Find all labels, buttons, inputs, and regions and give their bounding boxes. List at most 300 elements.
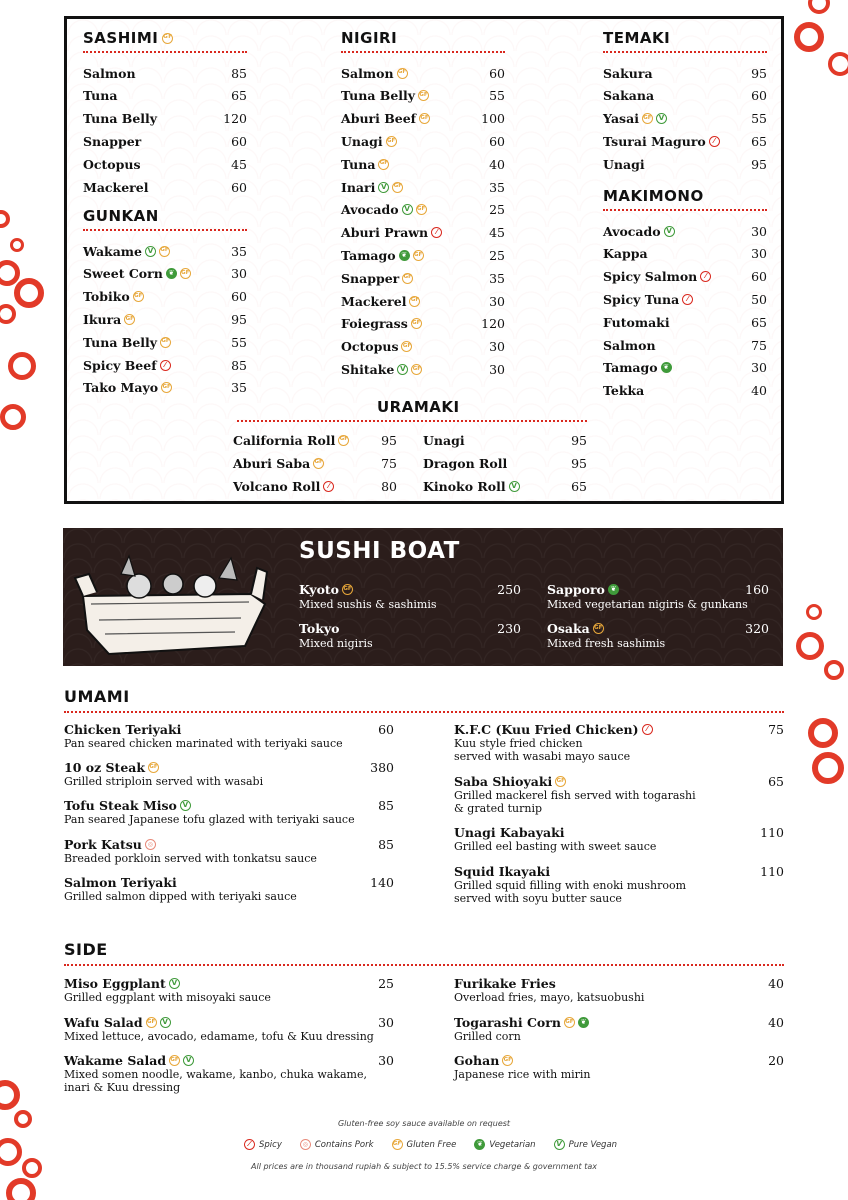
legend-label: Pure Vegan: [568, 1139, 618, 1150]
menu-item-name-text: Futomaki: [603, 314, 670, 330]
sashimi-title: [83, 29, 173, 47]
menu-item: [83, 332, 247, 352]
menu-item-price: 35: [231, 380, 247, 396]
menu-item-name-text: Tamago: [341, 247, 396, 263]
menu-item-name-text: Dragon Roll: [423, 455, 508, 471]
menu-item-price: 30: [489, 361, 505, 377]
dish-price: 60: [378, 722, 394, 737]
menu-item-price: 75: [751, 337, 767, 353]
legend-item: [244, 1139, 282, 1150]
dish-header: [64, 722, 394, 737]
menu-item: [233, 430, 397, 450]
dish-price: 30: [378, 1053, 394, 1068]
menu-item-name-text: Sweet Corn: [83, 266, 163, 282]
menu-item: [341, 314, 505, 334]
menu-item-name-text: Yasai: [603, 111, 639, 127]
menu-item: [83, 154, 247, 174]
menu-item: [341, 245, 505, 265]
menu-item-name-text: Foiegrass: [341, 316, 408, 332]
dish-name: [64, 976, 180, 991]
menu-item-name: [603, 88, 654, 103]
vegan-icon: V: [378, 182, 389, 193]
menu-item: [341, 268, 505, 288]
dish-price: 380: [370, 760, 394, 775]
menu-item-name-text: Kappa: [603, 246, 648, 262]
dish-name-text: 10 oz Steak: [64, 760, 146, 775]
dish-item: [64, 798, 394, 826]
menu-item-price: 25: [489, 202, 505, 218]
spicy-icon: ⁄: [244, 1139, 255, 1150]
menu-item-price: 30: [751, 360, 767, 376]
sushi-boat-illustration: [69, 534, 269, 662]
gluten-free-icon: GF: [342, 584, 353, 595]
menu-item-name-text: Volcano Roll: [233, 478, 321, 494]
sushi-boat-item-name-text: Sapporo: [547, 582, 605, 597]
dish-description: Pan seared chicken marinated with teriyaki sauce: [64, 737, 343, 750]
sushi-boat-item-name: [299, 621, 339, 636]
vegetarian-icon: ❦: [474, 1139, 485, 1150]
dish-item: [454, 1015, 784, 1043]
menu-item: [341, 109, 505, 129]
menu-item-price: 45: [231, 156, 247, 172]
menu-item-name-text: Inari: [341, 179, 376, 195]
gluten-free-icon: GF: [392, 1139, 403, 1150]
contains-pork-icon: ◎: [145, 839, 156, 850]
menu-item: [341, 223, 505, 243]
menu-item-price: 60: [751, 269, 767, 285]
menu-item-price: 55: [751, 111, 767, 127]
menu-item-price: 60: [231, 289, 247, 305]
menu-item: [83, 378, 247, 398]
menu-item-price: 35: [231, 243, 247, 259]
umami-title: UMAMI: [64, 687, 130, 706]
dish-header: [454, 976, 784, 991]
uramaki-title: URAMAKI: [377, 398, 460, 416]
menu-item: [603, 109, 767, 129]
menu-item-name: [603, 360, 672, 375]
vegetarian-icon: ❦: [661, 362, 672, 373]
menu-item-price: 120: [481, 316, 505, 332]
dish-header: [64, 875, 394, 890]
menu-item: [603, 154, 767, 174]
menu-item-name: [603, 269, 711, 284]
menu-item-name-text: Snapper: [83, 133, 142, 149]
gluten-free-icon: GF: [162, 33, 173, 44]
dish-price: 20: [768, 1053, 784, 1068]
dish-name-text: Tofu Steak Miso: [64, 798, 177, 813]
gluten-free-icon: GF: [180, 268, 191, 279]
menu-item-price: 40: [489, 156, 505, 172]
sushi-boat-item-header: [299, 582, 521, 597]
menu-item-name: [83, 111, 157, 126]
dish-item: [454, 825, 784, 853]
dish-name: [64, 722, 181, 737]
menu-item-price: 65: [231, 88, 247, 104]
menu-item-price: 30: [751, 246, 767, 262]
ring-decoration: [824, 660, 844, 680]
gluten-free-icon: GF: [555, 776, 566, 787]
dish-name: [454, 1053, 513, 1068]
vegetarian-icon: ❦: [399, 250, 410, 261]
dish-name: [64, 1015, 171, 1030]
ring-decoration: [828, 52, 848, 76]
menu-item: [83, 109, 247, 129]
spicy-icon: ⁄: [709, 136, 720, 147]
section-divider: [341, 51, 505, 53]
menu-item-name-text: Tekka: [603, 383, 645, 399]
dish-item: [454, 976, 784, 1004]
menu-item: [83, 355, 247, 375]
menu-item-name-text: Shitake: [341, 361, 395, 377]
menu-item: [603, 131, 767, 151]
dish-description: Grilled eggplant with misoyaki sauce: [64, 991, 271, 1004]
menu-item: [233, 476, 397, 496]
menu-item-name-text: Wakame: [83, 243, 142, 259]
menu-item-name: [341, 88, 429, 103]
menu-item-name: [341, 157, 389, 172]
menu-item-name-text: Avocado: [603, 223, 661, 239]
gluten-free-icon: GF: [338, 435, 349, 446]
menu-item-name: [83, 180, 148, 195]
sushi-boat-item-header: [547, 621, 769, 636]
sushi-boat-item-price: 230: [497, 621, 521, 636]
dish-item: [454, 864, 784, 905]
menu-item: [341, 200, 505, 220]
menu-item-name: [423, 433, 465, 448]
dish-name-text: Gohan: [454, 1053, 500, 1068]
menu-item: [341, 154, 505, 174]
spicy-icon: ⁄: [642, 724, 653, 735]
dish-description: Overload fries, mayo, katsuobushi: [454, 991, 645, 1004]
menu-item-name: [603, 383, 644, 398]
menu-item-price: 100: [481, 111, 505, 127]
gluten-free-icon: GF: [169, 1055, 180, 1066]
menu-item-name: [603, 66, 653, 81]
menu-item-name: [603, 338, 656, 353]
menu-item-price: 85: [231, 357, 247, 373]
vegetarian-icon: ❦: [578, 1017, 589, 1028]
menu-item-price: 95: [751, 156, 767, 172]
sushi-boat-item-price: 250: [497, 582, 521, 597]
ring-decoration: [0, 304, 16, 324]
ring-decoration: [10, 238, 24, 252]
dish-description: Grilled eel basting with sweet sauce: [454, 840, 657, 853]
dish-price: 85: [378, 798, 394, 813]
gluten-free-icon: GF: [124, 314, 135, 325]
menu-item: [603, 63, 767, 83]
spicy-icon: ⁄: [323, 481, 334, 492]
menu-item: [423, 430, 587, 450]
sushi-boat-item-header: [299, 621, 521, 636]
dish-header: [454, 864, 784, 879]
dish-name-text: Togarashi Corn: [454, 1015, 561, 1030]
menu-item-price: 30: [489, 339, 505, 355]
gluten-free-icon: GF: [313, 458, 324, 469]
dish-name: [64, 875, 177, 890]
ring-decoration: [796, 632, 824, 660]
menu-item: [603, 244, 767, 264]
sushi-boat-item: [299, 582, 521, 611]
menu-item-price: 25: [489, 247, 505, 263]
menu-item-name-text: Octopus: [83, 156, 141, 172]
menu-item-name: [603, 134, 720, 149]
menu-item-price: 95: [571, 455, 587, 471]
spicy-icon: ⁄: [700, 271, 711, 282]
menu-item-price: 35: [489, 179, 505, 195]
gluten-free-icon: GF: [392, 182, 403, 193]
makimono-title: MAKIMONO: [603, 187, 704, 205]
menu-item: [603, 358, 767, 378]
gluten-free-icon: GF: [146, 1017, 157, 1028]
menu-item-name: [603, 111, 667, 126]
sushi-boat-item: [299, 621, 521, 650]
dish-header: [64, 1053, 394, 1068]
section-divider: [64, 711, 784, 713]
dish-name-text: Wafu Salad: [64, 1015, 143, 1030]
sushi-boat-item-name: [547, 582, 619, 597]
menu-item-price: 120: [223, 111, 247, 127]
menu-item-price: 95: [571, 432, 587, 448]
spicy-icon: ⁄: [160, 360, 171, 371]
legend-label: Contains Pork: [314, 1139, 374, 1150]
ring-decoration: [8, 352, 36, 380]
ring-decoration: [794, 22, 824, 52]
legend-item: [474, 1139, 535, 1150]
dish-price: 110: [760, 864, 784, 879]
sushi-boat-item-description: Mixed vegetarian nigiris & gunkans: [547, 598, 748, 611]
vegan-icon: V: [656, 113, 667, 124]
menu-item-name: [233, 433, 349, 448]
dish-header: [64, 1015, 394, 1030]
menu-item: [603, 267, 767, 287]
menu-item: [603, 86, 767, 106]
menu-item-name-text: California Roll: [233, 432, 336, 448]
menu-item-name-text: Tuna Belly: [83, 111, 158, 127]
ring-decoration: [6, 1178, 36, 1200]
side-title: SIDE: [64, 940, 108, 959]
menu-item-name-text: Tuna Belly: [83, 334, 158, 350]
legend-label: Gluten Free: [406, 1139, 457, 1150]
dish-name: [454, 722, 653, 737]
gluten-free-icon: GF: [148, 762, 159, 773]
menu-item-price: 95: [751, 65, 767, 81]
menu-item-name: [341, 362, 422, 377]
menu-item-name-text: Snapper: [341, 270, 400, 286]
menu-item-name: [83, 380, 172, 395]
sushi-boat-item-name-text: Osaka: [547, 621, 590, 636]
sashimi-title-text: SASHIMI: [83, 29, 159, 47]
gluten-free-icon: GF: [378, 159, 389, 170]
menu-item-name-text: Mackerel: [341, 293, 407, 309]
menu-item-name: [341, 111, 430, 126]
nigiri-title: NIGIRI: [341, 29, 398, 47]
menu-item-name-text: Tuna Belly: [341, 88, 416, 104]
menu-item: [603, 312, 767, 332]
ring-decoration: [812, 752, 844, 784]
gluten-free-icon: GF: [419, 113, 430, 124]
dish-description: Breaded porkloin served with tonkatsu sauce: [64, 852, 317, 865]
menu-item-price: 60: [231, 179, 247, 195]
dish-description: Grilled squid filling with enoki mushroom served with soyu butter sauce: [454, 879, 686, 905]
menu-item-name-text: Ikura: [83, 311, 122, 327]
menu-item-name-text: Aburi Saba: [233, 455, 311, 471]
menu-item: [83, 264, 247, 284]
gluten-free-icon: GF: [409, 296, 420, 307]
menu-item-name: [423, 479, 520, 494]
dish-item: [64, 875, 394, 903]
section-divider: [64, 964, 784, 966]
menu-item-name: [83, 335, 171, 350]
legend-label: Spicy: [259, 1139, 282, 1150]
menu-item-name: [341, 271, 413, 286]
dish-item: [454, 1053, 784, 1081]
menu-item-price: 60: [231, 133, 247, 149]
menu-item-name: [83, 289, 144, 304]
menu-item: [603, 335, 767, 355]
menu-item: [233, 453, 397, 473]
menu-item-name: [83, 244, 170, 259]
menu-item: [83, 86, 247, 106]
vegan-icon: V: [169, 978, 180, 989]
dish-name: [454, 864, 550, 879]
legend-item: [392, 1139, 457, 1150]
dish-name-text: Salmon Teriyaki: [64, 875, 177, 890]
menu-item-name-text: Mackerel: [83, 179, 149, 195]
menu-item-name-text: Unagi: [423, 432, 465, 448]
dish-price: 110: [760, 825, 784, 840]
sushi-boat-item-price: 160: [745, 582, 769, 597]
gluten-free-icon: GF: [418, 90, 429, 101]
gluten-free-icon: GF: [397, 68, 408, 79]
menu-item-name: [83, 157, 140, 172]
dish-price: 140: [370, 875, 394, 890]
dish-item: [64, 760, 394, 788]
dish-description: Japanese rice with mirin: [454, 1068, 591, 1081]
menu-item-price: 60: [751, 88, 767, 104]
dish-name-text: Miso Eggplant: [64, 976, 166, 991]
dish-name-text: Squid Ikayaki: [454, 864, 551, 879]
menu-item-name-text: Spicy Beef: [83, 357, 157, 373]
dish-description: Kuu style fried chicken served with wasabi mayo sauce: [454, 737, 631, 763]
dish-header: [64, 976, 394, 991]
spicy-icon: ⁄: [431, 227, 442, 238]
legend-item: [554, 1139, 617, 1150]
menu-item: [423, 476, 587, 496]
dish-name: [454, 976, 556, 991]
dish-price: 25: [378, 976, 394, 991]
menu-item-name: [83, 312, 135, 327]
vegetarian-icon: ❦: [608, 584, 619, 595]
ring-decoration: [0, 210, 10, 228]
dish-description: Pan seared Japanese tofu glazed with teriyaki sauce: [64, 813, 355, 826]
sushi-boat-item-description: Mixed sushis & sashimis: [299, 598, 437, 611]
gluten-free-icon: GF: [416, 204, 427, 215]
gluten-free-icon: GF: [133, 291, 144, 302]
sushi-boat-title: SUSHI BOAT: [299, 538, 460, 564]
menu-item-name: [83, 88, 117, 103]
menu-item: [341, 291, 505, 311]
dish-header: [454, 774, 784, 789]
dish-item: [64, 722, 394, 750]
menu-item-name-text: Tobiko: [83, 289, 130, 305]
menu-item-name: [341, 294, 420, 309]
vegan-icon: V: [397, 364, 408, 375]
gluten-free-icon: GF: [564, 1017, 575, 1028]
dish-header: [64, 760, 394, 775]
dish-description: Grilled striploin served with wasabi: [64, 775, 264, 788]
dish-item: [64, 1053, 394, 1094]
dish-price: 65: [768, 774, 784, 789]
sushi-boat-item: [547, 621, 769, 650]
ring-decoration: [808, 718, 838, 748]
menu-item: [83, 287, 247, 307]
menu-item-name-text: Tsurai Maguro: [603, 133, 706, 149]
menu-item-name-text: Octopus: [341, 339, 399, 355]
menu-item-name-text: Salmon: [83, 65, 136, 81]
menu-item-price: 35: [489, 270, 505, 286]
menu-item-price: 60: [489, 65, 505, 81]
dish-name-text: Furikake Fries: [454, 976, 556, 991]
menu-item-name-text: Spicy Salmon: [603, 269, 698, 285]
menu-item: [83, 309, 247, 329]
legend-item: [300, 1139, 374, 1150]
section-divider: [83, 229, 247, 231]
vegan-icon: V: [664, 226, 675, 237]
menu-item-price: 55: [489, 88, 505, 104]
sushi-boat-item-price: 320: [745, 621, 769, 636]
menu-item-price: 60: [489, 133, 505, 149]
vegan-icon: V: [402, 204, 413, 215]
gluten-free-icon: GF: [411, 318, 422, 329]
menu-item: [341, 177, 505, 197]
gluten-free-icon: GF: [160, 337, 171, 348]
sushi-menu-panel: [64, 16, 784, 504]
spicy-icon: ⁄: [682, 294, 693, 305]
menu-item-price: 65: [571, 478, 587, 494]
menu-item: [603, 289, 767, 309]
dish-price: 40: [768, 976, 784, 991]
section-divider: [603, 209, 767, 211]
menu-item-name-text: Salmon: [341, 65, 394, 81]
vegan-icon: V: [145, 246, 156, 257]
vegan-icon: V: [554, 1139, 565, 1150]
gluten-free-icon: GF: [411, 364, 422, 375]
contains-pork-icon: ◎: [300, 1139, 311, 1150]
dish-price: 30: [378, 1015, 394, 1030]
menu-item-price: 75: [381, 455, 397, 471]
menu-item-name: [603, 157, 645, 172]
dish-header: [454, 722, 784, 737]
menu-item-name: [341, 339, 412, 354]
menu-item-name: [83, 134, 141, 149]
dish-price: 40: [768, 1015, 784, 1030]
menu-item: [603, 381, 767, 401]
menu-item-name-text: Tako Mayo: [83, 380, 159, 396]
gluten-free-icon: GF: [593, 623, 604, 634]
menu-item: [341, 337, 505, 357]
menu-item: [423, 453, 587, 473]
menu-item-name-text: Salmon: [603, 337, 656, 353]
dish-header: [454, 1053, 784, 1068]
gunkan-title: GUNKAN: [83, 207, 159, 225]
menu-item-name-text: Avocado: [341, 202, 399, 218]
menu-item-name: [341, 180, 403, 195]
menu-item-name: [603, 224, 675, 239]
menu-item: [341, 86, 505, 106]
dish-header: [454, 825, 784, 840]
menu-item-name-text: Sakana: [603, 88, 655, 104]
dish-header: [64, 837, 394, 852]
